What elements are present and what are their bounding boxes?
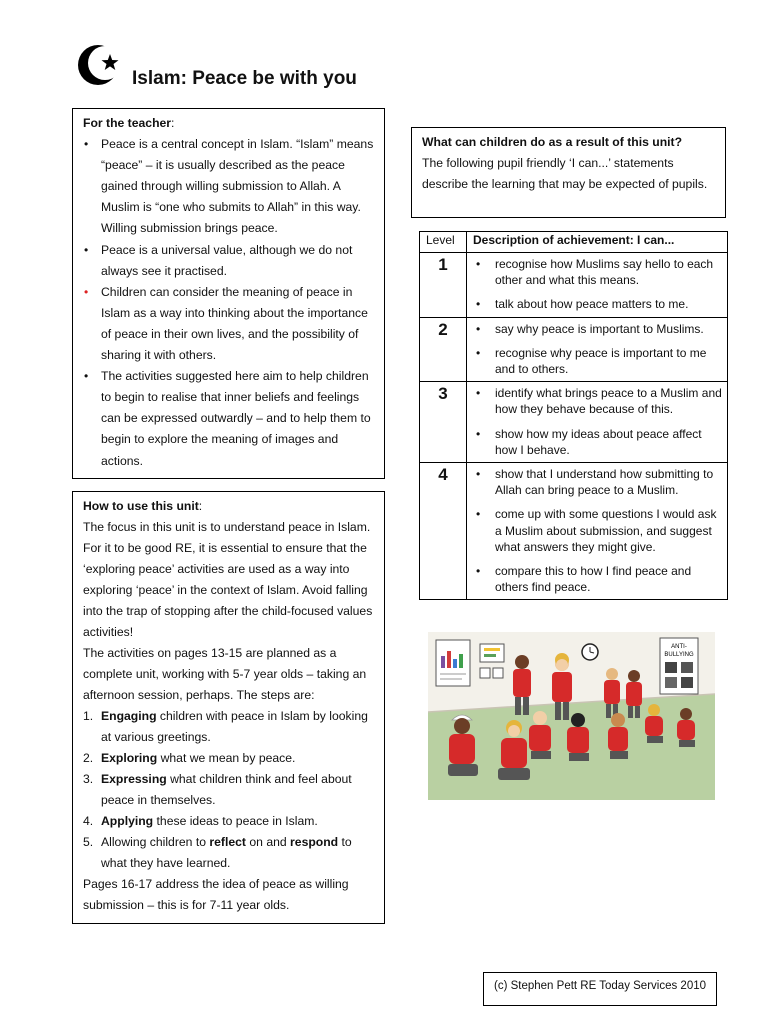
table-row bbox=[420, 253, 728, 318]
step-item: 1. Engaging children with peace in Islam by looking at various greetings. bbox=[83, 709, 368, 744]
wall-clock-icon bbox=[582, 644, 598, 660]
achievement-item: • say why peace is important to Muslims. bbox=[473, 321, 723, 337]
howto-closing: Pages 16-17 address the idea of peace as willing submission – this is for 7-11 year olds. bbox=[83, 877, 349, 912]
table-row bbox=[420, 463, 728, 600]
level-description bbox=[467, 253, 728, 318]
svg-text:BULLYING: BULLYING bbox=[664, 652, 694, 658]
steps-list bbox=[83, 706, 374, 874]
description-column-header: Description of achievement: I can... bbox=[467, 232, 728, 253]
level-column-header: Level bbox=[420, 232, 467, 253]
outcomes-text: The following pupil friendly ‘I can...’ statements describe the learning that may be expected of pupils. bbox=[422, 156, 708, 191]
how-to-use-box bbox=[72, 491, 385, 924]
copyright-footer: (c) Stephen Pett RE Today Services 2010 bbox=[483, 972, 717, 1006]
achievement-item: • recognise why peace is important to me and to others. bbox=[473, 345, 723, 377]
table-row bbox=[420, 317, 728, 382]
crescent-star-icon bbox=[76, 40, 124, 88]
classroom-illustration bbox=[428, 632, 715, 800]
achievement-item: • identify what brings peace to a Muslim and how they behave because of this. bbox=[473, 385, 723, 417]
teacher-bullet: • Children can consider the meaning of peace in Islam as a way into thinking about the importance of peace in their own lives, and the possibility of sharing it with others. bbox=[83, 282, 374, 366]
achievement-item: • show that I understand how submitting to Allah can bring peace to a Muslim. bbox=[473, 466, 723, 498]
teacher-bullet: • The activities suggested here aim to help children to begin to realise that inner beliefs and feelings can be expressed outwardly – and to help them to begin to explore the meaning of images and actions. bbox=[83, 366, 374, 471]
wall-chart-poster bbox=[436, 640, 470, 686]
outcomes-box bbox=[411, 127, 726, 218]
teacher-bullet: • Peace is a universal value, although we do not always see it practised. bbox=[83, 240, 374, 282]
level-description bbox=[467, 382, 728, 463]
outcomes-heading: What can children do as a result of this unit? bbox=[422, 135, 683, 149]
level-number: 4 bbox=[420, 463, 467, 600]
howto-intro: The focus in this unit is to understand peace in Islam. For it to be good RE, it is essential to ensure that the ‘exploring peace’ activities are used as a way into exploring ‘peace’ in the context of Islam. Avoid falling into the trap of stopping after the child-focused values activities! bbox=[83, 520, 373, 639]
levels-table bbox=[419, 231, 728, 600]
teacher-heading-label: For the teacher bbox=[83, 116, 172, 130]
level-description bbox=[467, 317, 728, 382]
step-item: 3. Expressing what children think and feel about peace in themselves. bbox=[83, 772, 352, 807]
achievement-item: • talk about how peace matters to me. bbox=[473, 296, 723, 312]
page-header bbox=[76, 40, 396, 90]
teacher-heading: For the teacher: bbox=[83, 116, 175, 130]
level-number: 1 bbox=[420, 253, 467, 318]
level-number: 3 bbox=[420, 382, 467, 463]
step-item: 2. Exploring what we mean by peace. bbox=[83, 751, 296, 765]
svg-text:ANTI-: ANTI- bbox=[671, 644, 687, 650]
achievement-item: • compare this to how I find peace and others find peace. bbox=[473, 563, 723, 595]
step-item: 4. Applying these ideas to peace in Islam. bbox=[83, 814, 318, 828]
howto-heading-label: How to use this unit bbox=[83, 499, 199, 513]
teacher-bullet-list bbox=[83, 134, 374, 472]
page-title: Islam: Peace be with you bbox=[132, 68, 357, 89]
anti-bullying-poster bbox=[660, 638, 698, 694]
level-description bbox=[467, 463, 728, 600]
level-number: 2 bbox=[420, 317, 467, 382]
step-item: 5. Allowing children to reflect on and respond to what they have learned. bbox=[83, 835, 352, 870]
achievement-item: • come up with some questions I would ask a Muslim about submission, and suggest what answers they might give. bbox=[473, 506, 723, 555]
howto-heading: How to use this unit: bbox=[83, 499, 203, 513]
table-header-row bbox=[420, 232, 728, 253]
achievement-item: • recognise how Muslims say hello to each other and what this means. bbox=[473, 256, 723, 288]
achievement-item: • show how my ideas about peace affect how I behave. bbox=[473, 426, 723, 458]
teacher-notes-box bbox=[72, 108, 385, 479]
teacher-bullet: • Peace is a central concept in Islam. “Islam” means “peace” – it is usually described as the peace gained through willing submission to Allah. A Muslim is “one who submits to Allah” in this way. Willing submission brings peace. bbox=[83, 134, 374, 239]
howto-planned: The activities on pages 13-15 are planned as a complete unit, working with 5-7 year olds – taking an afternoon session, perhaps. The steps are: bbox=[83, 646, 367, 702]
table-row bbox=[420, 382, 728, 463]
